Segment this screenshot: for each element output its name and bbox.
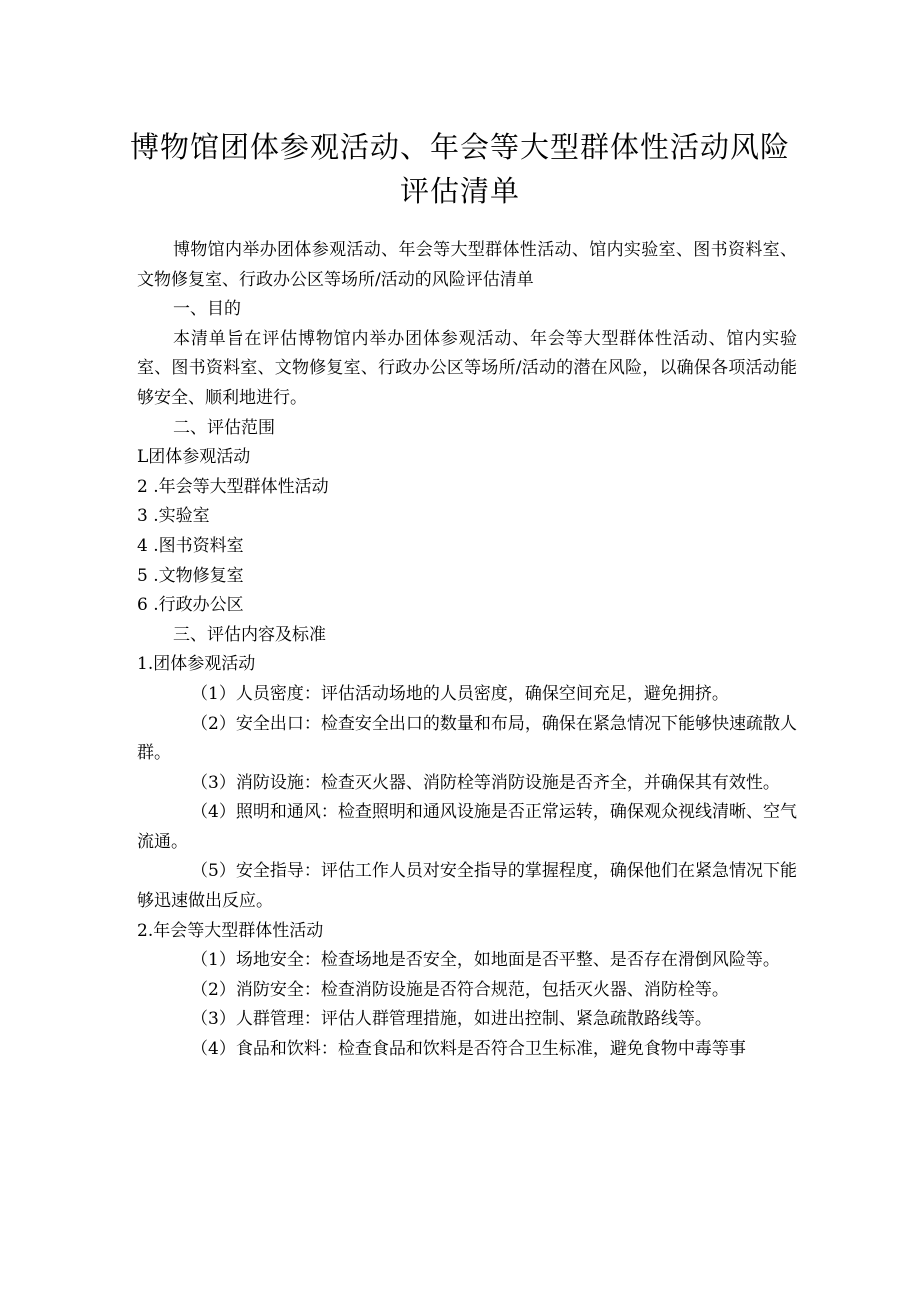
scope-item: L团体参观活动 [137, 447, 251, 468]
criteria-item: （4）食品和饮料：检查食品和饮料是否符合卫生标准，避免食物中毒等事 [191, 1039, 746, 1060]
criteria-item: （5）安全指导：评估工作人员对安全指导的掌握程度，确保他们在紧急情况下能够迅速做出反应。 [137, 861, 797, 912]
criteria-item: （4）照明和通风：检查照明和通风设施是否正常运转，确保观众视线清晰、空气流通。 [137, 802, 797, 852]
scope-item: 2 .年会等大型群体性活动 [137, 476, 329, 497]
criteria-item: （1）场地安全：检查场地是否安全，如地面是否平整、是否存在滑倒风险等。 [191, 950, 780, 971]
section-heading-purpose: 一、目的 [173, 299, 241, 320]
scope-item: 3 .实验室 [137, 506, 210, 527]
intro-paragraph: 博物馆内举办团体参观活动、年会等大型群体性活动、馆内实验室、图书资料室、文物修复室、行政办公区等场所/活动的风险评估清单 [137, 240, 797, 290]
criteria-item: （1）人员密度：评估活动场地的人员密度，确保空间充足，避免拥挤。 [191, 683, 729, 704]
purpose-paragraph: 本清单旨在评估博物馆内举办团体参观活动、年会等大型群体性活动、馆内实验室、图书资料室、文物修复室、行政办公区等场所/活动的潜在风险，以确保各项活动能够安全、顺利地进行。 [137, 328, 797, 408]
criteria-item: （2）安全出口：检查安全出口的数量和布局，确保在紧急情况下能够快速疏散人群。 [137, 713, 797, 764]
document-body [137, 236, 797, 1065]
document-title-line-1: 博物馆团体参观活动、年会等大型群体性活动风险 [129, 130, 790, 164]
scope-item: 5 .文物修复室 [137, 565, 244, 586]
document-title-line-2: 评估清单 [399, 174, 520, 208]
section-heading-content: 三、评估内容及标准 [173, 624, 326, 645]
section-heading-scope: 二、评估范围 [173, 417, 275, 438]
criteria-item: （3）消防设施：检查灭火器、消防栓等消防设施是否齐全，并确保其有效性。 [191, 772, 780, 793]
scope-item: 4 .图书资料室 [137, 535, 244, 556]
criteria-item: （3）人群管理：评估人群管理措施，如进出控制、紧急疏散路线等。 [191, 1009, 712, 1030]
criteria-item: （2）消防安全：检查消防设施是否符合规范，包括灭火器、消防栓等。 [191, 979, 729, 1000]
subsection-heading-annual-meeting: 2.年会等大型群体性活动 [137, 920, 324, 941]
scope-item: 6 .行政办公区 [137, 595, 244, 616]
subsection-heading-group-visit: 1.团体参观活动 [137, 654, 256, 675]
